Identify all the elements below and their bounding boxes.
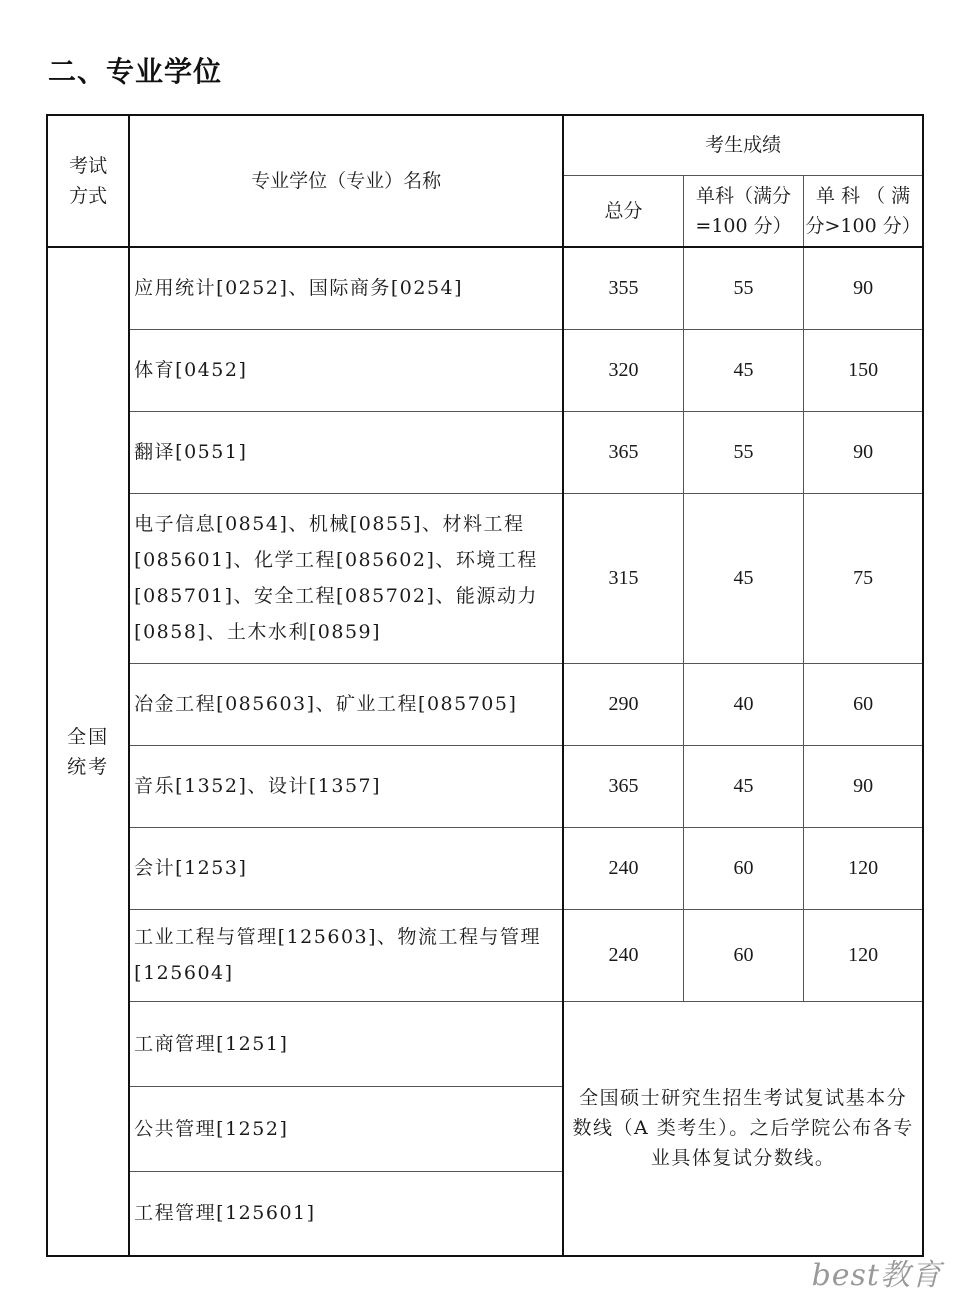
table-row <box>47 909 923 1001</box>
degree-name: 应用统计[0252]、国际商务[0254] <box>129 247 563 329</box>
total-score: 355 <box>563 247 683 329</box>
table-row <box>47 663 923 745</box>
header-total-score: 总分 <box>563 175 683 247</box>
total-score: 240 <box>563 827 683 909</box>
table-row <box>47 745 923 827</box>
degree-name: 音乐[1352]、设计[1357] <box>129 745 563 827</box>
single-score-gt100: 90 <box>804 745 923 827</box>
single-score-le100: 55 <box>683 411 803 493</box>
retest-note: 全国硕士研究生招生考试复试基本分数线（A 类考生）。之后学院公布各专业具体复试分数线。 <box>563 1001 923 1256</box>
header-exam-mode-line1: 考试 <box>69 155 108 177</box>
watermark-logo: best教育 <box>811 1258 942 1293</box>
degree-name-line: [0858]、土木水利[0859] <box>134 621 382 643</box>
degree-name: 翻译[0551] <box>129 411 563 493</box>
degree-name: 冶金工程[085603]、矿业工程[085705] <box>129 663 563 745</box>
table-row <box>47 411 923 493</box>
degree-name: 工程管理[125601] <box>129 1171 563 1256</box>
score-table <box>46 114 924 1257</box>
total-score: 365 <box>563 745 683 827</box>
single-score-gt100: 120 <box>804 909 923 1001</box>
degree-name <box>129 493 563 663</box>
header-exam-mode-line2: 方式 <box>69 185 108 207</box>
header-degree-name: 专业学位（专业）名称 <box>129 115 563 247</box>
header-single-gt100-line2: 分>100 分） <box>805 214 921 237</box>
header-scores-group: 考生成绩 <box>563 115 923 175</box>
single-score-le100: 60 <box>683 827 803 909</box>
table-row <box>47 247 923 329</box>
degree-name-line: [085601]、化学工程[085602]、环境工程 <box>134 549 538 571</box>
header-single-le100 <box>683 175 803 247</box>
table-row <box>47 493 923 663</box>
table-row <box>47 329 923 411</box>
table-row <box>47 1001 923 1086</box>
degree-name: 工商管理[1251] <box>129 1001 563 1086</box>
exam-mode-line2: 统考 <box>67 755 110 778</box>
degree-name: 体育[0452] <box>129 329 563 411</box>
exam-mode-line1: 全国 <box>67 725 110 748</box>
section-title: 二、专业学位 <box>48 55 223 88</box>
degree-name-line: [125604] <box>134 962 234 984</box>
degree-name-line: [085701]、安全工程[085702]、能源动力 <box>134 585 538 607</box>
single-score-le100: 60 <box>683 909 803 1001</box>
single-score-gt100: 120 <box>804 827 923 909</box>
degree-name: 公共管理[1252] <box>129 1086 563 1171</box>
single-score-gt100: 90 <box>804 247 923 329</box>
single-score-le100: 45 <box>683 329 803 411</box>
single-score-le100: 40 <box>683 663 803 745</box>
degree-name-line: 电子信息[0854]、机械[0855]、材料工程 <box>134 513 525 535</box>
header-exam-mode <box>47 115 129 247</box>
total-score: 290 <box>563 663 683 745</box>
single-score-gt100: 150 <box>804 329 923 411</box>
header-single-gt100 <box>804 175 923 247</box>
degree-name <box>129 909 563 1001</box>
header-single-le100-line2: =100 分） <box>695 214 792 237</box>
degree-name-line: 工业工程与管理[125603]、物流工程与管理 <box>134 926 542 948</box>
header-single-le100-line1: 单科（满分 <box>696 184 792 207</box>
total-score: 320 <box>563 329 683 411</box>
table-row <box>47 827 923 909</box>
single-score-le100: 45 <box>683 493 803 663</box>
degree-name: 会计[1253] <box>129 827 563 909</box>
header-row-1 <box>47 115 923 175</box>
single-score-gt100: 60 <box>804 663 923 745</box>
exam-mode-cell <box>47 247 129 1256</box>
total-score: 315 <box>563 493 683 663</box>
total-score: 240 <box>563 909 683 1001</box>
single-score-gt100: 90 <box>804 411 923 493</box>
single-score-le100: 55 <box>683 247 803 329</box>
total-score: 365 <box>563 411 683 493</box>
single-score-le100: 45 <box>683 745 803 827</box>
header-single-gt100-line1: 单 科 （ 满 <box>816 184 911 207</box>
single-score-gt100: 75 <box>804 493 923 663</box>
